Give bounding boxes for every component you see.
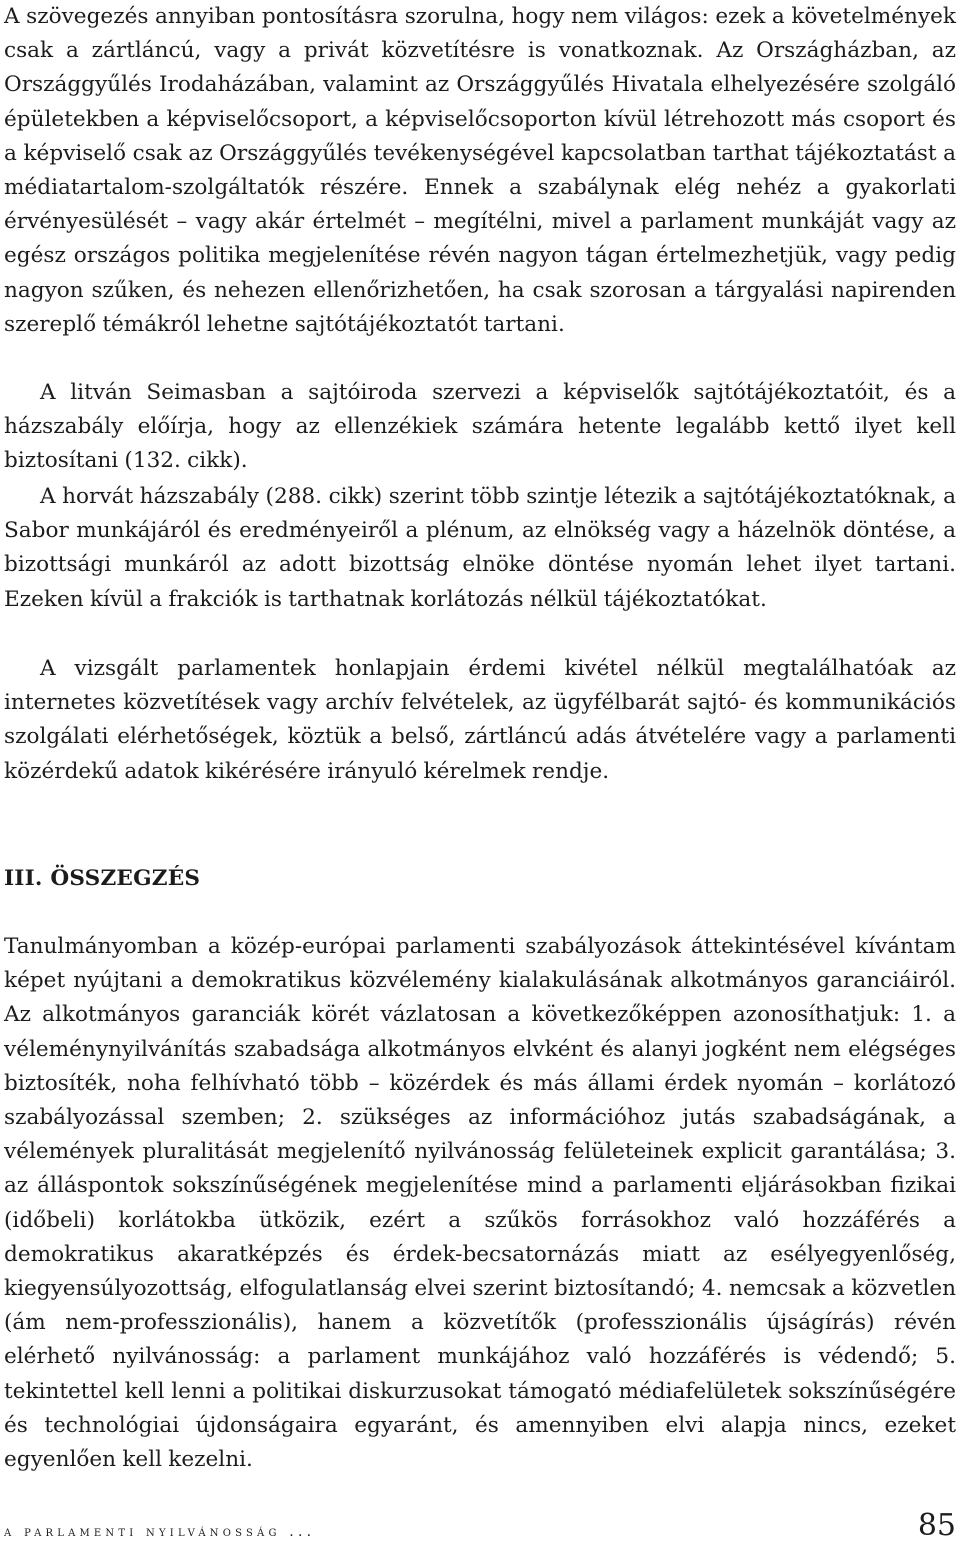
section-heading: III. ÖSSZEGZÉS	[4, 866, 201, 891]
page-number: 85	[917, 1508, 956, 1543]
summary-paragraph: Tanulmányomban a közép-európai parlamenti szabályozások áttekintésével kívántam képet nyújtani a demokratikus közvélemény kialakulásának alkotmányos garanciáiról. Az alkotmányos garanciák körét vázlatosan a következőképpen azonosíthatjuk: 1. a véleménynyilvánítás szabadsága alkotmányos elvként és alanyi jogként nem elégséges biztosíték, noha felhívható több – közérdek és más állami érdek nyomán – korlátozó szabályozással szemben; 2. szükséges az információhoz jutás szabadságának, a vélemények pluralitását megjelenítő nyilvánosság felületeinek explicit garantálása; 3. az álláspontok sokszínűségének megjelenítése mind a parlamenti eljárásokban fizikai (időbeli) korlátokba ütközik, ezért a szűkös forrásokhoz való hozzáférés a demokratikus akaratképzés és érdek-becsatornázás miatt az esélyegyenlőség, kiegyensúlyozottság, elfogulatlanság elvei szerint biztosítandó; 4. nemcsak a közvetlen (ám nem-professzionális), hanem a közvetítők (professzionális újságírás) révén elérhető nyilvánosság: a parlament munkájához való hozzáférés is védendő; 5. tekintettel kell lenni a politikai diskurzusokat támogató médiafelületek sokszínűségére és technológiai újdonságaira egyaránt, és amennyiben elvi alapja nincs, ezeket egyenlően kell kezelni.	[4, 934, 956, 1473]
body-paragraph-litvan: A litván Seimasban a sajtóiroda szervezi a képviselők sajtótájékoztatóit, és a házszabály előírja, hogy az ellenzékiek számára hetente legalább kettő ilyet kell biztosítani (132. cikk).	[4, 380, 956, 474]
body-paragraph-honlapok: A vizsgált parlamentek honlapjain érdemi kivétel nélkül megtalálhatóak az internetes közvetítések vagy archív felvételek, az ügyfélbarát sajtó- és kommunikációs szolgálati elérhetőségek, köztük a belső, zártláncú adás átvételére vagy a parlamenti közérdekű adatok kikérésére irányuló kérelmek rendje.	[4, 656, 956, 784]
paragraph-text: A szövegezés annyiban pontosításra szorulna, hogy nem világos: ezek a követelmények csak a zártláncú, vagy a privát közvetítésre is vonatkoznak. Az Országházban, az Országgyűlés Irodaházában, valamint az Országgyűlés Hivatala elhelyezésére szolgáló épületekben a képviselőcsoport, a képviselőcsoporton kívül létrehozott más csoport és a képviselő csak az Országgyűlés tevékenységével kapcsolatban tarthat tájékoztatást a médiatartalom-szolgáltatók részére. Ennek a szabálynak elég nehéz a gyakorlati érvényesülését – vagy akár értelmét – megítélni, mivel a parlament munkáját vagy az egész országos politika megjelenítése révén nagyon tágan értelmezhetjük, vagy pedig nagyon szűken, és nehezen ellenőrizhetően, ha csak szorosan a tárgyalási napirenden szereplő témákról lehetne sajtótájékoztatót tartani.	[4, 4, 956, 337]
body-paragraph-horvat: A horvát házszabály (288. cikk) szerint több szintje létezik a sajtótájékoztatóknak, a Sabor munkájáról és eredményeiről a plénum, az elnökség vagy a házelnök döntése, a bizottsági munkáról az adott bizottság elnöke döntése nyomán lehet ilyet tartani. Ezeken kívül a frakciók is tarthatnak korlátozás nélkül tájékoztatókat.	[4, 484, 956, 612]
body-paragraph	[4, 0, 956, 342]
running-title: a parlamenti nyilvánosság ...	[4, 1524, 316, 1540]
